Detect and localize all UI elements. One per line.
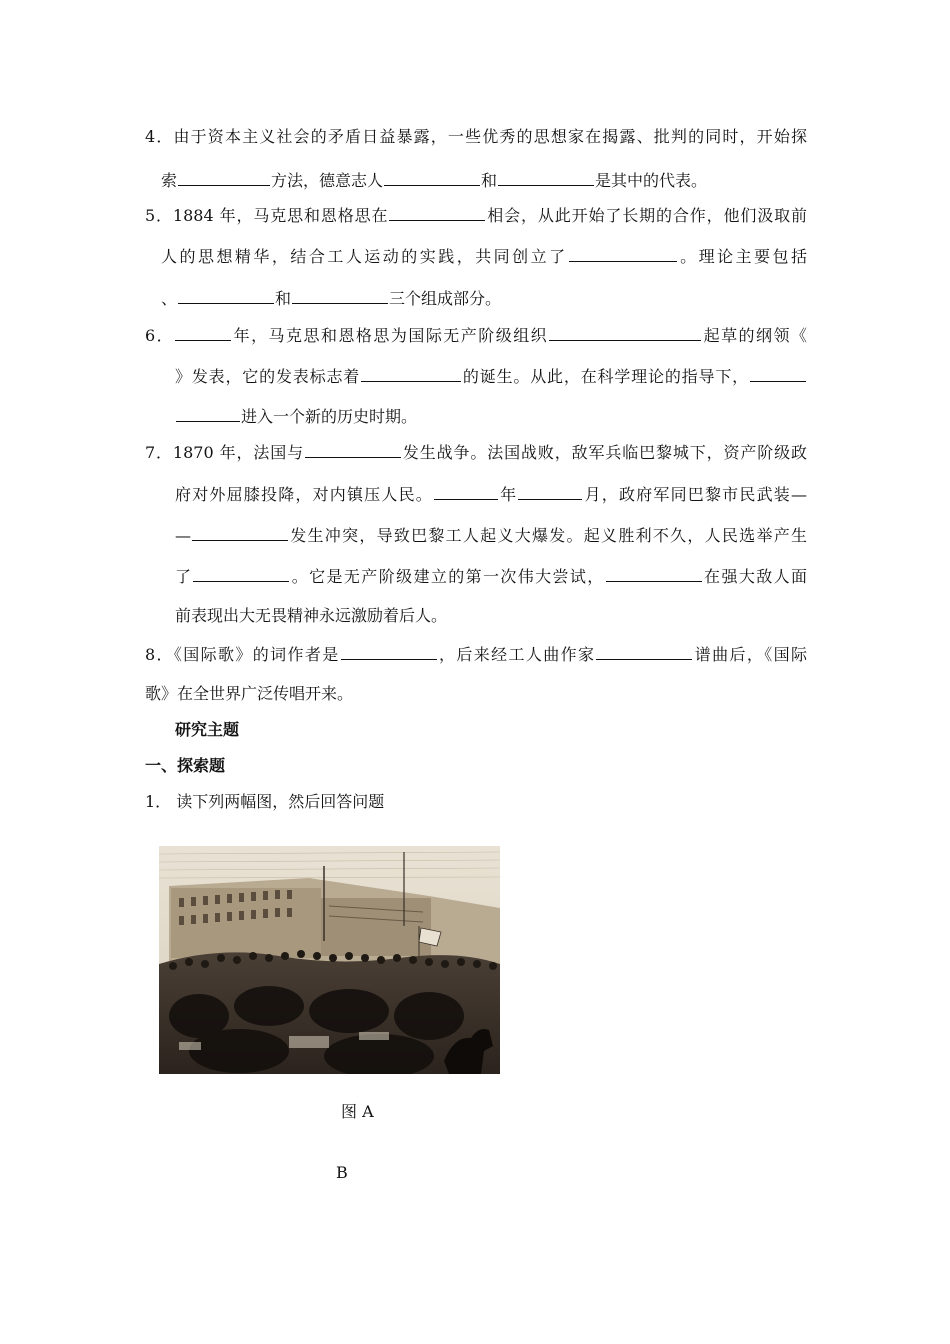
answer-blank[interactable] (384, 170, 480, 186)
q5-line-3 (161, 288, 501, 309)
q7-line-3 (175, 525, 807, 546)
part-title: 一、探索题 (145, 756, 226, 775)
q7-line-4 (175, 566, 807, 587)
q8-line-2 (145, 684, 353, 704)
figure-b-caption: B (336, 1163, 348, 1182)
q7-text-2c: 月，政府军同巴黎市民武装— (583, 485, 807, 504)
answer-blank[interactable] (498, 170, 594, 186)
q7-text-3a: — (175, 526, 191, 545)
q5-text-3c: 三个组成部分。 (389, 289, 502, 308)
q4-text-2b: 方法，德意志人 (271, 171, 384, 190)
answer-blank[interactable] (569, 246, 677, 262)
answer-blank[interactable] (192, 525, 288, 541)
figure-a-image (159, 846, 500, 1074)
answer-blank[interactable] (750, 366, 806, 382)
q5-text-3a: 、 (161, 289, 178, 308)
q7-text-2a: 府对外屈膝投降，对内镇压人民。 (175, 485, 433, 504)
q7-text-5: 前表现出大无畏精神永远激励着后人。 (175, 606, 448, 625)
q6-text-2a: 》发表，它的发表标志着 (175, 367, 361, 386)
q7-text-4a: 了 (175, 567, 193, 586)
q4-line-2 (161, 170, 707, 191)
answer-blank[interactable] (434, 484, 498, 500)
q6-line-2 (175, 366, 807, 387)
q6-line-3 (175, 406, 417, 427)
q5-line-1 (145, 205, 807, 226)
q7-text-2b: 年 (498, 485, 518, 504)
q5-text-2b: 。理论主要包括 (677, 247, 807, 266)
section-title: 研究主题 (175, 720, 240, 739)
answer-blank[interactable] (518, 484, 582, 500)
q4-text-2d: 是其中的代表。 (595, 171, 708, 190)
q7-text-1b: 发生战争。法国战败，敌军兵临巴黎城下，资产阶级政 (401, 443, 807, 462)
answer-blank[interactable] (178, 170, 270, 186)
q5-text-1a: 5．1884 年，马克思和恩格思在 (145, 206, 389, 225)
q6-text-1b: 年，马克思和恩格思为国际无产阶级组织 (232, 326, 549, 345)
q5-line-2 (161, 246, 807, 267)
answer-blank[interactable] (193, 566, 289, 582)
q5-text-3b: 和 (275, 289, 292, 308)
q6-text-2b: 的诞生。从此，在科学理论的指导下， (462, 367, 749, 386)
answer-blank[interactable] (389, 205, 485, 221)
figure-a-caption: 图 A (341, 1102, 374, 1121)
q5-text-2a: 人的思想精华，结合工人运动的实践，共同创立了 (161, 247, 568, 266)
q6-text-1c: 起草的纲领《 (702, 326, 807, 345)
q7-line-5 (175, 606, 447, 626)
answer-blank[interactable] (341, 644, 437, 660)
q8-line-1 (145, 644, 807, 665)
answer-blank[interactable] (549, 325, 701, 341)
q5-text-1b: 相会，从此开始了长期的合作，他们汲取前 (486, 206, 807, 225)
q7-line-2 (175, 484, 807, 505)
answer-blank[interactable] (292, 288, 388, 304)
q7-text-3b: 发生冲突，导致巴黎工人起义大爆发。起义胜利不久，人民选举产生 (289, 526, 807, 545)
question-prompt: 1． 读下列两幅图，然后回答问题 (145, 792, 385, 811)
q7-text-1a: 7．1870 年，法国与 (145, 443, 304, 462)
q4-text-2c: 和 (481, 171, 498, 190)
answer-blank[interactable] (606, 566, 702, 582)
answer-blank[interactable] (596, 644, 692, 660)
answer-blank[interactable] (305, 442, 401, 458)
q8-text-1b: ，后来经工人曲作家 (437, 645, 596, 664)
q7-text-4b: 。它是无产阶级建立的第一次伟大尝试， (290, 567, 605, 586)
answer-blank[interactable] (176, 406, 240, 422)
q8-text-1c: 谱曲后，《国际 (693, 645, 807, 664)
answer-blank[interactable] (178, 288, 274, 304)
q4-line-1 (145, 127, 807, 147)
q7-text-4c: 在强大敌人面 (702, 567, 807, 586)
q6-line-1 (145, 325, 807, 346)
q6-text-1a: 6． (145, 326, 175, 345)
answer-blank[interactable] (361, 366, 461, 382)
q8-text-2: 歌》在全世界广泛传唱开来。 (145, 684, 354, 703)
answer-blank[interactable] (175, 325, 231, 341)
q7-line-1 (145, 442, 807, 463)
q4-text-2a: 索 (161, 171, 178, 190)
q8-text-1a: 8．《国际歌》的词作者是 (145, 645, 340, 664)
q6-text-3: 进入一个新的历史时期。 (241, 407, 418, 426)
q4-text-1: 4．由于资本主义社会的矛盾日益暴露，一些优秀的思想家在揭露、批判的同时，开始探 (145, 127, 807, 146)
